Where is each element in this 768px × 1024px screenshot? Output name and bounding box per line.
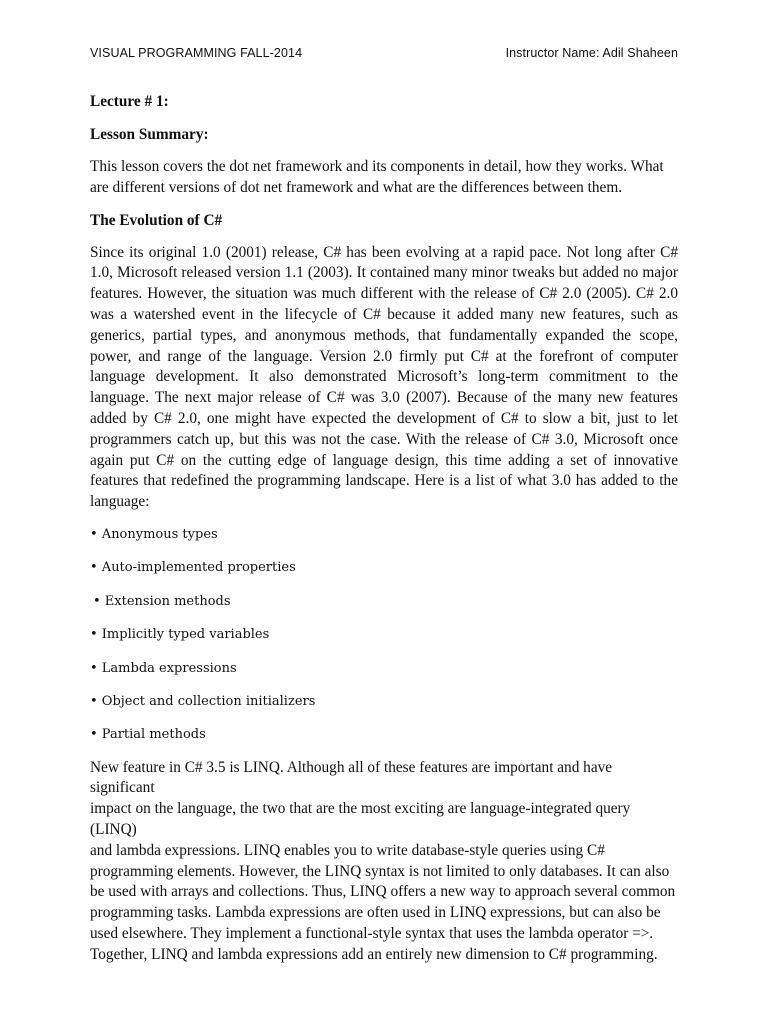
- linq-line: and lambda expressions. LINQ enables you to write database-style queries using C#: [90, 841, 605, 859]
- course-title: VISUAL PROGRAMMING FALL-2014: [90, 46, 303, 60]
- linq-line: impact on the language, the two that are the most exciting are language-integrated query (LINQ): [90, 800, 631, 839]
- feature-list: [90, 524, 678, 746]
- linq-line: New feature in C# 3.5 is LINQ. Although all of these features are important and have significant: [90, 758, 613, 797]
- evolution-heading: The Evolution of C#: [90, 211, 223, 229]
- list-item: • Auto-implemented properties: [90, 560, 296, 576]
- summary-heading: Lesson Summary:: [90, 126, 209, 143]
- instructor-name: Instructor Name: Adil Shaheen: [505, 46, 678, 60]
- list-item: • Partial methods: [90, 727, 206, 743]
- document-body: [90, 91, 678, 977]
- linq-line: programming tasks. Lambda expressions are often used in LINQ expressions, but can also be: [90, 904, 661, 922]
- linq-line: used elsewhere. They implement a functional-style syntax that uses the lambda operator =>.: [90, 925, 654, 943]
- list-item: • Implicitly typed variables: [90, 627, 270, 643]
- list-item: • Anonymous types: [90, 526, 218, 542]
- list-item: • Object and collection initializers: [90, 693, 316, 709]
- evolution-paragraph: Since its original 1.0 (2001) release, C# has been evolving at a rapid pace. Not long after C# 1.0, Microsoft released version 1.1 (2003). It contained many minor tweaks but added no major features. However, the situation was much different with the release of C# 2.0 (2005). C# 2.0 was a watershed event in the lifecycle of C# because it added many new features, such as generics, partial types, and anonymous methods, that fundamentally expanded the scope, power, and range of the language. Version 2.0 firmly put C# at the forefront of computer language development. It also demonstrated Microsoft’s long-term commitment to the language. The next major release of C# was 3.0 (2007). Because of the many new features added by C# 2.0, one might have expected the development of C# to slow a bit, just to let programmers catch up, but this was not the case. With the release of C# 3.0, Microsoft once again put C# on the cutting edge of language design, this time adding a set of innovative features that redefined the programming landscape. Here is a list of what 3.0 has added to the language:: [90, 243, 678, 511]
- linq-line: be used with arrays and collections. Thus, LINQ offers a new way to approach several common: [90, 883, 676, 901]
- page-header: [90, 46, 678, 60]
- summary-paragraph: This lesson covers the dot net framework and its components in detail, how they works. What are different versions of dot net framework and what are the differences between them.: [90, 158, 664, 196]
- linq-line: Together, LINQ and lambda expressions add an entirely new dimension to C# programming.: [90, 945, 658, 963]
- list-item: • Extension methods: [93, 593, 231, 609]
- linq-line: programming elements. However, the LINQ syntax is not limited to only databases. It can also: [90, 862, 670, 880]
- linq-paragraph: [90, 758, 678, 966]
- list-item: • Lambda expressions: [90, 660, 237, 676]
- lecture-title: Lecture # 1:: [90, 93, 169, 110]
